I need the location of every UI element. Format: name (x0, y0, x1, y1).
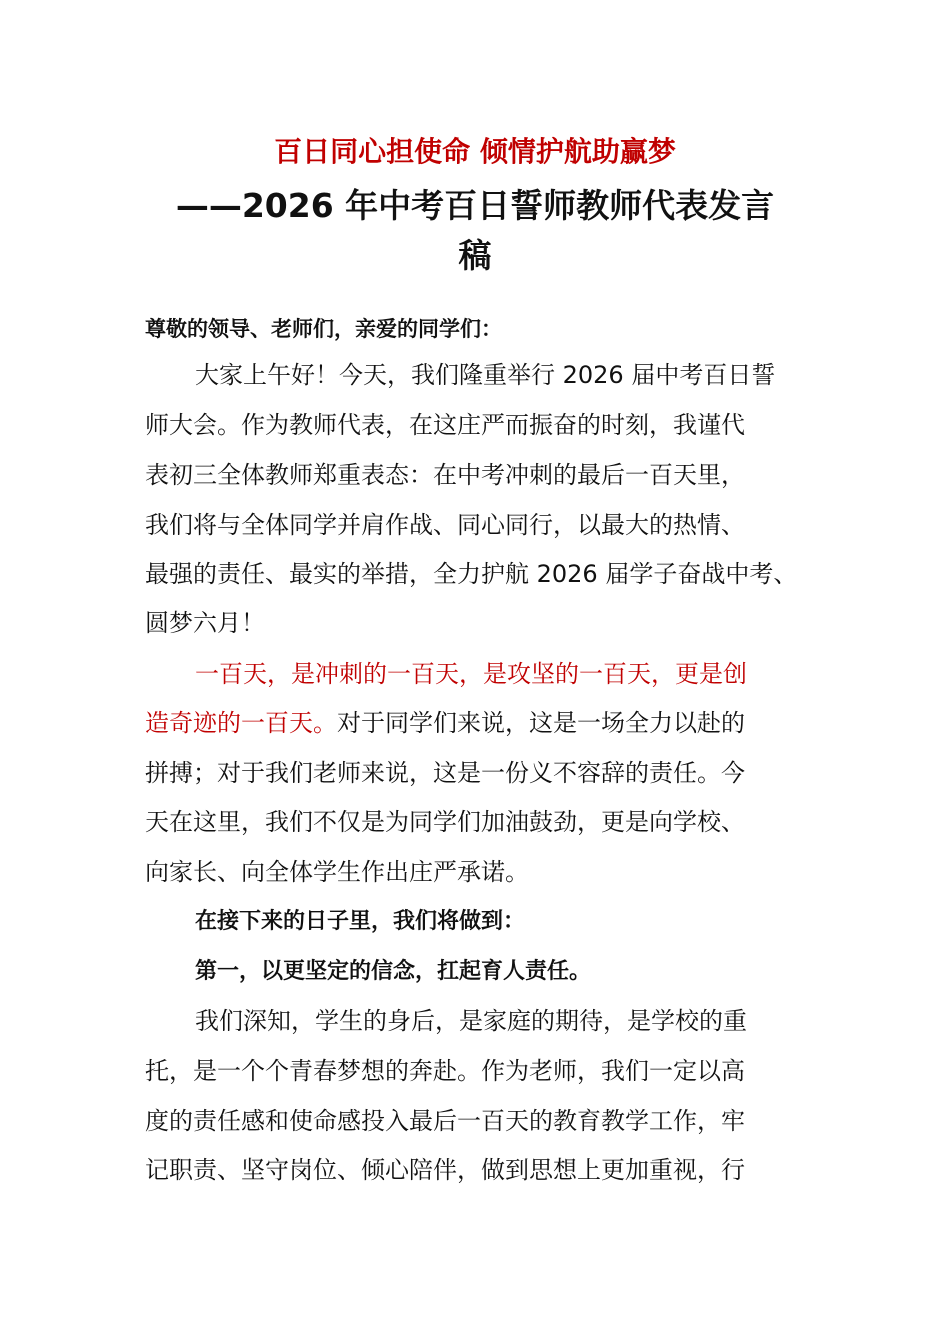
para2-red-fragment: 造奇迹的一百天。 (145, 709, 337, 737)
para2-line-5: 向家长、向全体学生作出庄严承诺。 (145, 858, 529, 886)
para2-line-3: 拼搏；对于我们老师来说，这是一份义不容辞的责任。今 (145, 759, 745, 787)
para1-line-5: 最强的责任、最实的举措，全力护航 2026 届学子奋战中考、 (145, 560, 798, 588)
title-line-1: 百日同心担使命 倾情护航助赢梦 (274, 135, 676, 168)
para3-line-3: 度的责任感和使命感投入最后一百天的教育教学工作，牢 (145, 1107, 745, 1135)
para1-line-3: 表初三全体教师郑重表态：在中考冲刺的最后一百天里， (145, 461, 745, 489)
para2-line-2-rest: 对于同学们来说，这是一场全力以赴的 (337, 709, 745, 737)
para3-line-1: 我们深知，学生的身后，是家庭的期待，是学校的重 (195, 1007, 747, 1035)
para2-line-4: 天在这里，我们不仅是为同学们加油鼓劲，更是向学校、 (145, 808, 745, 836)
para1-line-2: 师大会。作为教师代表，在这庄严而振奋的时刻，我谨代 (145, 411, 745, 439)
para2-red-line-1: 一百天，是冲刺的一百天，是攻坚的一百天，更是创 (195, 660, 747, 688)
para2-line-2 (145, 706, 745, 740)
point-one-heading: 第一，以更坚定的信念，扛起育人责任。 (195, 959, 592, 984)
para3-line-2: 托，是一个个青春梦想的奔赴。作为老师，我们一定以高 (145, 1057, 745, 1085)
section-heading: 在接下来的日子里，我们将做到： (195, 909, 526, 934)
para1-line-6: 圆梦六月！ (145, 609, 265, 637)
title-line-2: ——2026 年中考百日誓师教师代表发言 (175, 186, 775, 225)
salutation: 尊敬的领导、老师们，亲爱的同学们： (145, 317, 502, 341)
para1-line-4: 我们将与全体同学并肩作战、同心同行，以最大的热情、 (145, 511, 745, 539)
title-line-3: 稿 (458, 236, 492, 275)
para1-line-1: 大家上午好！今天，我们隆重举行 2026 届中考百日誓 (195, 361, 776, 389)
para3-line-4: 记职责、坚守岗位、倾心陪伴，做到思想上更加重视，行 (145, 1156, 745, 1184)
